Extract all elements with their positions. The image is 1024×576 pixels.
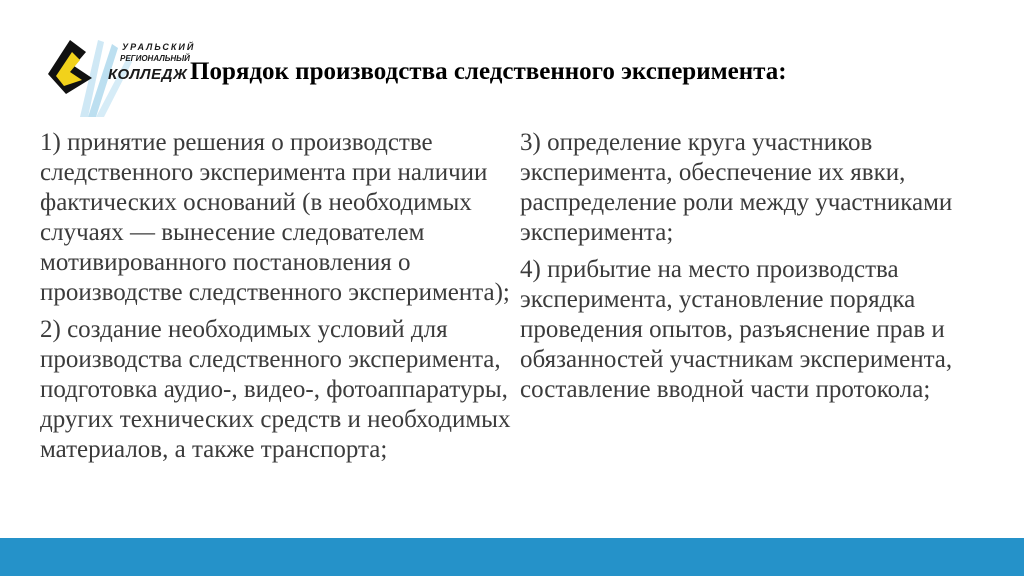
logo-text-ural: УРАЛЬСКИЙ	[122, 42, 196, 52]
left-column	[40, 128, 518, 472]
step-2-text: 2) создание необходимых условий для производства следственного эксперимента, подготовка аудио-, видео-, фотоаппаратуры, других технических средств и необходимых материалов, а также транспорта;	[40, 316, 511, 463]
right-column	[520, 128, 990, 412]
step-3-text: 3) определение круга участников эксперимента, обеспечение их явки, распределение роли между участниками эксперимента;	[520, 129, 953, 246]
college-logo	[40, 22, 196, 118]
logo-text-regional: РЕГИОНАЛЬНЫЙ	[120, 54, 190, 63]
footer-bar	[0, 538, 1024, 576]
logo-text-college: КОЛЛЕДЖ	[108, 66, 188, 83]
slide-title: Порядок производства следственного эксперимента:	[190, 58, 787, 85]
step-1-text: 1) принятие решения о производстве следственного эксперимента при наличии фактических оснований (в необходимых случаях — вынесение следователем мотивированного постановления о производстве следственного эксперимента);	[40, 129, 510, 306]
step-4-text: 4) прибытие на место производства эксперимента, установление порядка проведения опытов, разъяснение прав и обязанностей участникам эксперимента, составление вводной части протокола;	[520, 256, 953, 403]
